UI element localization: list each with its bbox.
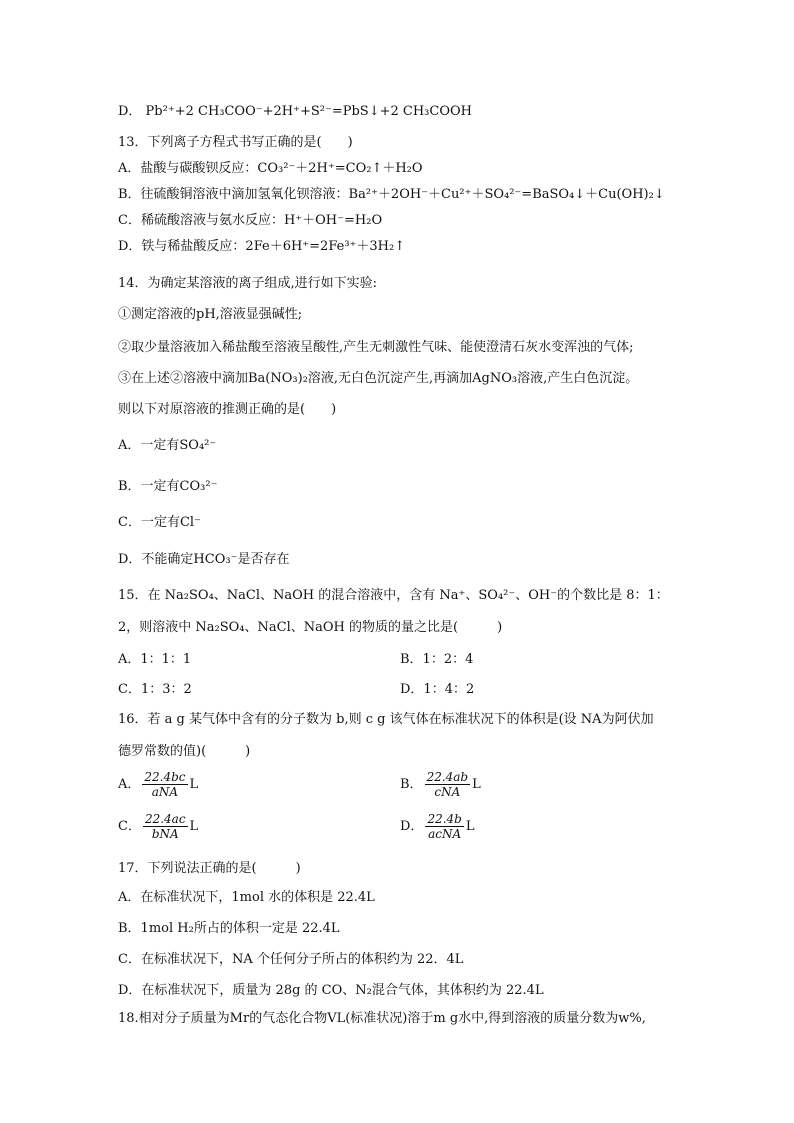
q14-step-2: ②取少量溶液加入稀盐酸至溶液呈酸性,产生无刺激性气味、能使澄清石灰水变浑浊的气体;: [118, 340, 634, 355]
unit: L: [189, 818, 199, 834]
q15-stem-line-2: 2，则溶液中 Na₂SO₄、NaCl、NaOH 的物质的量之比是( ): [118, 620, 503, 635]
option-label: B．: [400, 776, 423, 792]
q15-option-a: A．1：1：1: [118, 652, 192, 667]
q16-option-b: [400, 770, 481, 799]
denominator: bNA: [151, 827, 179, 841]
q13-option-c: C．稀硫酸溶液与氨水反应：H⁺＋OH⁻=H₂O: [118, 213, 383, 228]
q14-question: 则以下对原溶液的推测正确的是( ): [118, 402, 337, 417]
numerator: 22.4ab: [426, 770, 469, 784]
q14-option-a: A．一定有SO₄²⁻: [118, 438, 217, 453]
q16-option-c: [118, 812, 198, 841]
q15-stem-line-1: 15．在 Na₂SO₄、NaCl、NaOH 的混合溶液中，含有 Na⁺、SO₄²⁻、OH⁻的个数比是 8：1：: [118, 588, 669, 603]
q14-step-3: ③在上述②溶液中滴加Ba(NO₃)₂溶液,无白色沉淀产生,再滴加AgNO₃溶液,产生白色沉淀。: [118, 371, 639, 386]
q16-option-a: [118, 770, 198, 799]
q13-stem: 13．下列离子方程式书写正确的是( ): [118, 135, 353, 150]
q18-stem: 18.相对分子质量为Mr的气态化合物VL(标准状况)溶于m g水中,得到溶液的质量分数为w%,: [118, 1011, 646, 1026]
q17-option-d: D．在标准状况下，质量为 28g 的 CO、N₂混合气体，其体积约为 22.4L: [118, 983, 544, 998]
denominator: acNA: [428, 827, 462, 841]
q14-option-d: D．不能确定HCO₃⁻是否存在: [118, 552, 290, 567]
q15-option-c: C．1：3：2: [118, 682, 192, 697]
q14-stem: 14．为确定某溶液的离子组成,进行如下实验:: [118, 276, 378, 291]
unit: L: [465, 818, 475, 834]
q17-option-b: B．1mol H₂所占的体积一定是 22.4L: [118, 921, 340, 936]
q14-option-c: C．一定有Cl⁻: [118, 515, 201, 530]
q16-stem-line-1: 16．若 a g 某气体中含有的分子数为 b,则 c g 该气体在标准状况下的体积是(设 NA为阿伏加: [118, 712, 654, 727]
fraction: [425, 770, 471, 799]
q16-stem-line-2: 德罗常数的值)( ): [118, 744, 251, 759]
unit: L: [472, 776, 481, 792]
q17-option-a: A．在标准状况下，1mol 水的体积是 22.4L: [118, 890, 375, 905]
q13-option-a: A．盐酸与碳酸钡反应：CO₃²⁻＋2H⁺=CO₂↑＋H₂O: [118, 161, 423, 176]
q13-option-d: D．铁与稀盐酸反应：2Fe＋6H⁺=2Fe³⁺＋3H₂↑: [118, 239, 406, 254]
q12-option-d: D． Pb²⁺+2 CH₃COO⁻+2H⁺+S²⁻=PbS↓+2 CH₃COOH: [118, 104, 472, 119]
denominator: cNA: [434, 785, 461, 799]
q14-option-b: B．一定有CO₃²⁻: [118, 479, 218, 494]
fraction: [142, 770, 187, 799]
option-label: C．: [118, 818, 141, 834]
q17-stem: 17．下列说法正确的是( ): [118, 861, 301, 876]
q16-option-d: [400, 812, 474, 841]
denominator: aNA: [151, 785, 179, 799]
option-label: D．: [400, 818, 424, 834]
numerator: 22.4b: [427, 812, 462, 826]
q15-option-b: B．1：2：4: [400, 652, 474, 667]
numerator: 22.4bc: [144, 770, 186, 784]
q17-option-c: C．在标准状况下，NA 个任何分子所占的体积约为 22．4L: [118, 952, 464, 967]
q13-option-b: B．往硫酸铜溶液中滴加氢氧化钡溶液：Ba²⁺＋2OH⁻＋Cu²⁺＋SO₄²⁻=BaSO₄↓＋Cu(OH)₂↓: [118, 187, 665, 202]
option-label: A．: [118, 776, 141, 792]
q15-option-d: D．1：4：2: [400, 682, 475, 697]
unit: L: [189, 776, 199, 792]
numerator: 22.4ac: [144, 812, 186, 826]
q14-step-1: ①测定溶液的pH,溶液显强碱性;: [118, 307, 303, 322]
fraction: [143, 812, 188, 841]
fraction: [425, 812, 463, 841]
